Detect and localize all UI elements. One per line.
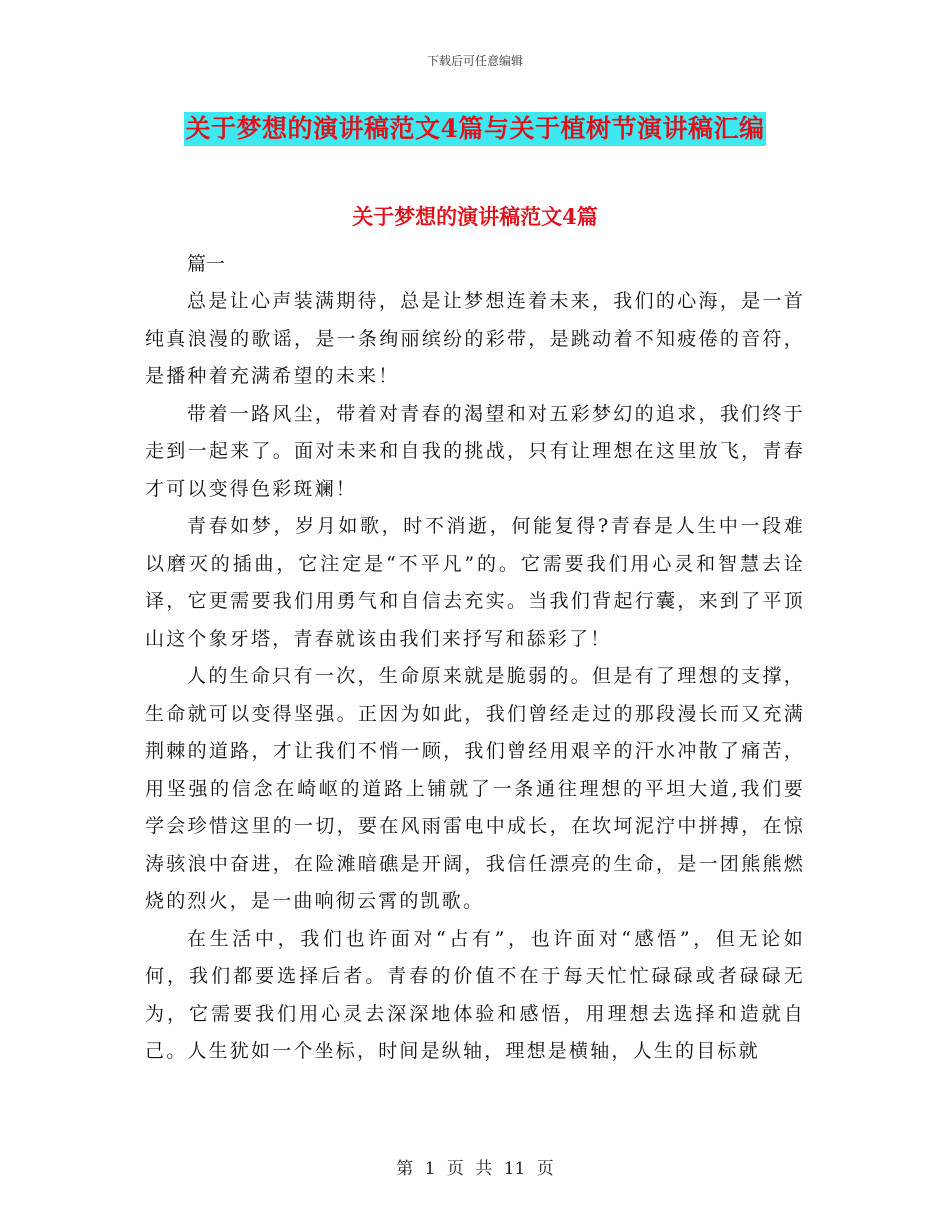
main-title: 关于梦想的演讲稿范文4篇与关于植树节演讲稿汇编 bbox=[184, 112, 767, 146]
paragraph-4: 人的生命只有一次，生命原来就是脆弱的。但是有了理想的支撑，生命就可以变得坚强。正因为如此，我们曾经走过的那段漫长而又充满荆棘的道路，才让我们不悄一顾，我们曾经用艰辛的汗水冲散了痛苦，用坚强的信念在崎岖的道路上铺就了一条通往理想的平坦大道,我们要学会珍惜这里的一切，要在风雨雷电中成长，在坎坷泥泞中拼搏，在惊涛骇浪中奋进，在险滩暗礁是开阔，我信任漂亮的生命，是一团熊熊燃烧的烈火，是一曲响彻云霄的凯歌。 bbox=[145, 665, 805, 912]
page-footer: 第 1 页 共 11 页 bbox=[396, 1159, 554, 1179]
body-text bbox=[145, 246, 805, 1071]
sub-title: 关于梦想的演讲稿范文4篇 bbox=[352, 204, 598, 229]
paragraph-3: 青春如梦，岁月如歌，时不消逝，何能复得?青春是人生中一段难以磨灭的插曲，它注定是“不平凡”的。它需要我们用心灵和智慧去诠译，它更需要我们用勇气和自信去充实。当我们背起行囊，来到了平顶山这个象牙塔，青春就该由我们来抒写和舔彩了！ bbox=[145, 515, 805, 650]
paragraph-1: 总是让心声装满期待，总是让梦想连着未来，我们的心海，是一首纯真浪漫的歌谣，是一条绚丽缤纷的彩带，是跳动着不知疲倦的音符，是播种着充满希望的未来！ bbox=[145, 290, 805, 387]
header-note: 下载后可任意编辑 bbox=[426, 54, 523, 68]
paragraph-5: 在生活中，我们也许面对“占有”，也许面对“感悟”，但无论如何，我们都要选择后者。青春的价值不在于每天忙忙碌碌或者碌碌无为，它需要我们用心灵去深深地体验和感悟，用理想去选择和造就自己。人生犹如一个坐标，时间是纵轴，理想是横轴，人生的目标就 bbox=[145, 927, 805, 1062]
main-title-wrap bbox=[0, 112, 950, 146]
section-label: 篇一 bbox=[187, 253, 226, 275]
paragraph-2: 带着一路风尘，带着对青春的渴望和对五彩梦幻的追求，我们终于走到一起来了。面对未来和自我的挑战，只有让理想在这里放飞，青春才可以变得色彩斑斓！ bbox=[145, 402, 805, 500]
